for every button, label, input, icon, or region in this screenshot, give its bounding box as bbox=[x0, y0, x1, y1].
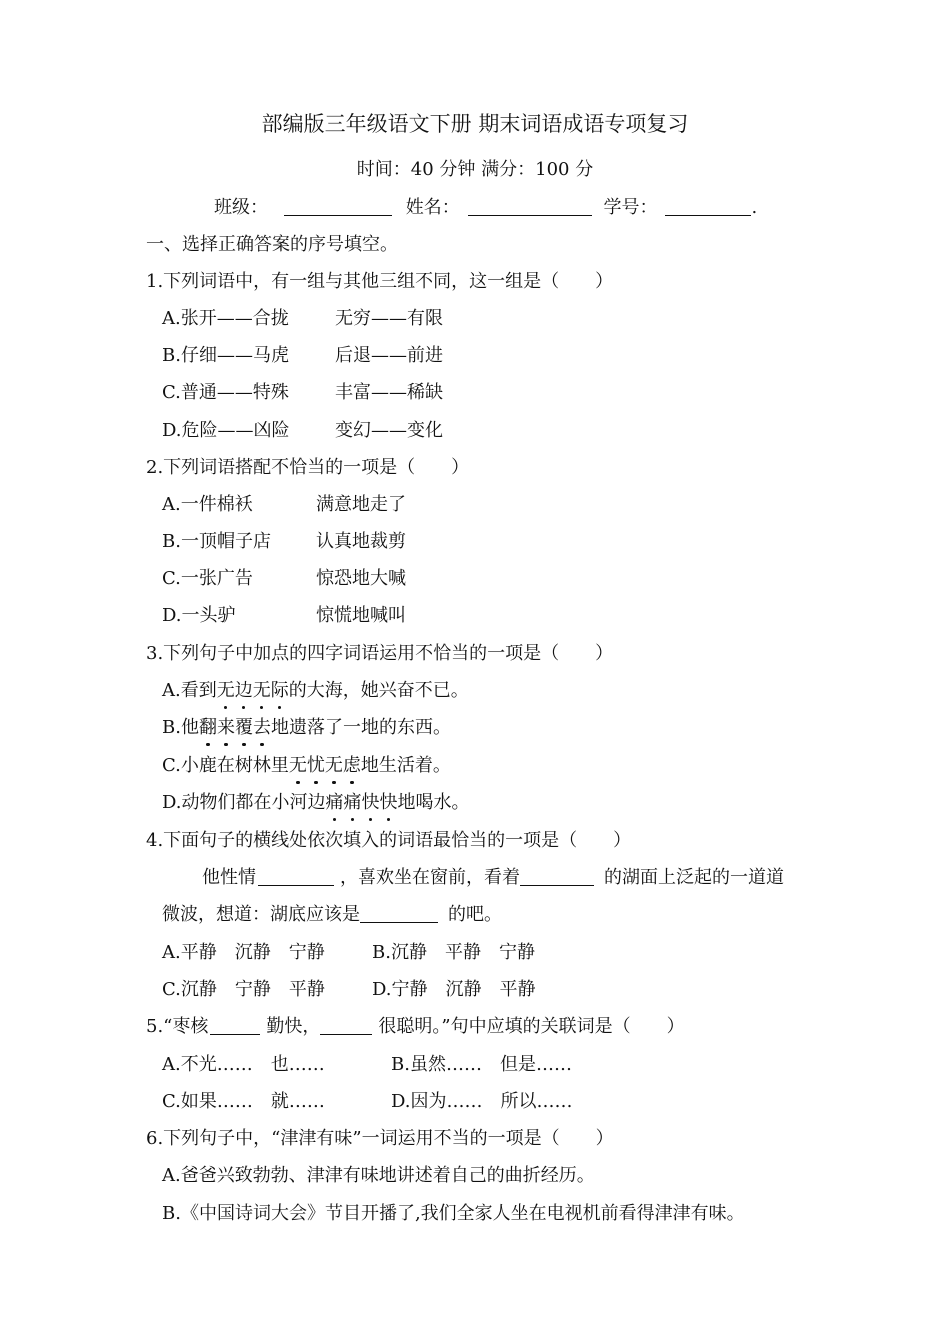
page-title: 部编版三年级语文下册 期末词语成语专项复习 bbox=[261, 112, 689, 136]
emphasis-dot-char: 覆 bbox=[234, 717, 253, 738]
emphasis-dot-char: 虑 bbox=[342, 755, 361, 776]
question-4-stem: 4.下面句子的横线处依次填入的词语最恰当的一项是（ ） bbox=[146, 830, 632, 851]
section-heading: 一、选择正确答案的序号填空。 bbox=[146, 234, 398, 255]
question-3-stem: 3.下列句子中加点的四字词语运用不恰当的一项是（ ） bbox=[146, 643, 614, 664]
q3-option-a[interactable]: A.看到无边无际的大海，她兴奋不已。 bbox=[162, 680, 469, 701]
q4-blank-1[interactable] bbox=[258, 867, 334, 886]
q3-option-d[interactable]: D.动物们都在小河边痛痛快快地喝水。 bbox=[162, 792, 470, 813]
question-6-stem: 6.下列句子中，“津津有味”一词运用不当的一项是（ ） bbox=[146, 1128, 614, 1149]
question-2-stem: 2.下列词语搭配不恰当的一项是（ ） bbox=[146, 457, 470, 478]
emphasis-dot-char: 忧 bbox=[306, 755, 325, 776]
q1-option-a-second: 无穷——有限 bbox=[335, 308, 443, 329]
q2-option-c-second: 惊恐地大喊 bbox=[316, 568, 406, 589]
emphasis-dot-char: 无 bbox=[252, 680, 271, 701]
q5-option-a[interactable]: A.不光…… 也…… bbox=[162, 1054, 325, 1075]
q2-option-d[interactable]: D.一头驴 bbox=[162, 605, 236, 626]
q3-option-b[interactable]: B.他翻来覆去地遗落了一地的东西。 bbox=[162, 717, 451, 738]
q4-option-a[interactable]: A.平静 沉静 宁静 bbox=[162, 942, 325, 963]
emphasis-dot-char: 边 bbox=[234, 680, 253, 701]
q2-option-a-second: 满意地走了 bbox=[316, 494, 406, 515]
emphasis-dot-char: 无 bbox=[288, 755, 307, 776]
emphasis-dot-char: 际 bbox=[270, 680, 289, 701]
emphasis-dot-char: 快 bbox=[379, 792, 398, 813]
q1-option-d-second: 变幻——变化 bbox=[335, 420, 443, 441]
q3-option-c[interactable]: C.小鹿在树林里无忧无虑地生活着。 bbox=[162, 755, 451, 776]
q2-option-d-second: 惊慌地喊叫 bbox=[316, 605, 406, 626]
class-blank[interactable] bbox=[284, 197, 392, 216]
emphasis-dot-char: 翻 bbox=[198, 717, 217, 738]
q2-option-a[interactable]: A.一件棉袄 bbox=[162, 494, 253, 515]
name-label: 姓名： bbox=[405, 197, 460, 218]
q4-blank-2[interactable] bbox=[520, 867, 594, 886]
q4-option-d[interactable]: D.宁静 沉静 平静 bbox=[372, 979, 536, 1000]
q5-blank-2[interactable] bbox=[320, 1016, 372, 1035]
q2-option-c[interactable]: C.一张广告 bbox=[162, 568, 253, 589]
q6-option-b[interactable]: B.《中国诗词大会》节目开播了,我们全家人坐在电视机前看得津津有味。 bbox=[162, 1203, 745, 1224]
name-blank[interactable] bbox=[468, 197, 592, 216]
class-label: 班级： bbox=[214, 197, 268, 218]
student-info-row bbox=[214, 196, 757, 220]
q2-option-b[interactable]: B.一顶帽子店 bbox=[162, 531, 271, 552]
emphasis-dot-char: 痛 bbox=[325, 792, 344, 813]
id-label: 学号： bbox=[603, 197, 658, 218]
q1-option-a[interactable]: A.张开——合拢 bbox=[162, 308, 289, 329]
q5-option-b[interactable]: B.虽然…… 但是…… bbox=[391, 1054, 572, 1075]
q6-option-a[interactable]: A.爸爸兴致勃勃、津津有味地讲述着自己的曲折经历。 bbox=[162, 1165, 595, 1186]
q4-passage-line-2: 微波，想道：湖底应该是 的吧。 bbox=[162, 904, 502, 925]
q1-option-d[interactable]: D.危险——凶险 bbox=[162, 420, 290, 441]
id-blank[interactable] bbox=[665, 197, 751, 216]
emphasis-dot-char: 来 bbox=[216, 717, 235, 738]
q1-option-c-second: 丰富——稀缺 bbox=[335, 382, 443, 403]
q4-option-b[interactable]: B.沉静 平静 宁静 bbox=[372, 942, 535, 963]
q1-option-c[interactable]: C.普通——特殊 bbox=[162, 382, 289, 403]
emphasis-dot-char: 痛 bbox=[343, 792, 362, 813]
q4-option-c[interactable]: C.沉静 宁静 平静 bbox=[162, 979, 325, 1000]
q4-blank-3[interactable] bbox=[360, 904, 438, 923]
q1-option-b[interactable]: B.仔细——马虎 bbox=[162, 345, 289, 366]
exam-meta: 时间：40 分钟 满分：100 分 bbox=[356, 159, 594, 180]
q5-blank-1[interactable] bbox=[210, 1016, 260, 1035]
q2-option-b-second: 认真地裁剪 bbox=[316, 531, 406, 552]
emphasis-dot-char: 去 bbox=[252, 717, 271, 738]
emphasis-dot-char: 快 bbox=[361, 792, 380, 813]
q5-option-c[interactable]: C.如果…… 就…… bbox=[162, 1091, 325, 1112]
q5-option-d[interactable]: D.因为…… 所以…… bbox=[391, 1091, 573, 1112]
question-1-stem: 1.下列词语中，有一组与其他三组不同，这一组是（ ） bbox=[146, 271, 614, 292]
emphasis-dot-char: 无 bbox=[324, 755, 343, 776]
q4-passage-line-1: 他性情 ，喜欢坐在窗前，看着 的湖面上泛起的一道道 bbox=[202, 867, 784, 888]
q1-option-b-second: 后退——前进 bbox=[335, 345, 443, 366]
info-end: . bbox=[751, 197, 758, 218]
emphasis-dot-char: 无 bbox=[216, 680, 235, 701]
question-5-stem: 5.“枣核 勤快， 很聪明。”句中应填的关联词是（ ） bbox=[146, 1016, 685, 1037]
